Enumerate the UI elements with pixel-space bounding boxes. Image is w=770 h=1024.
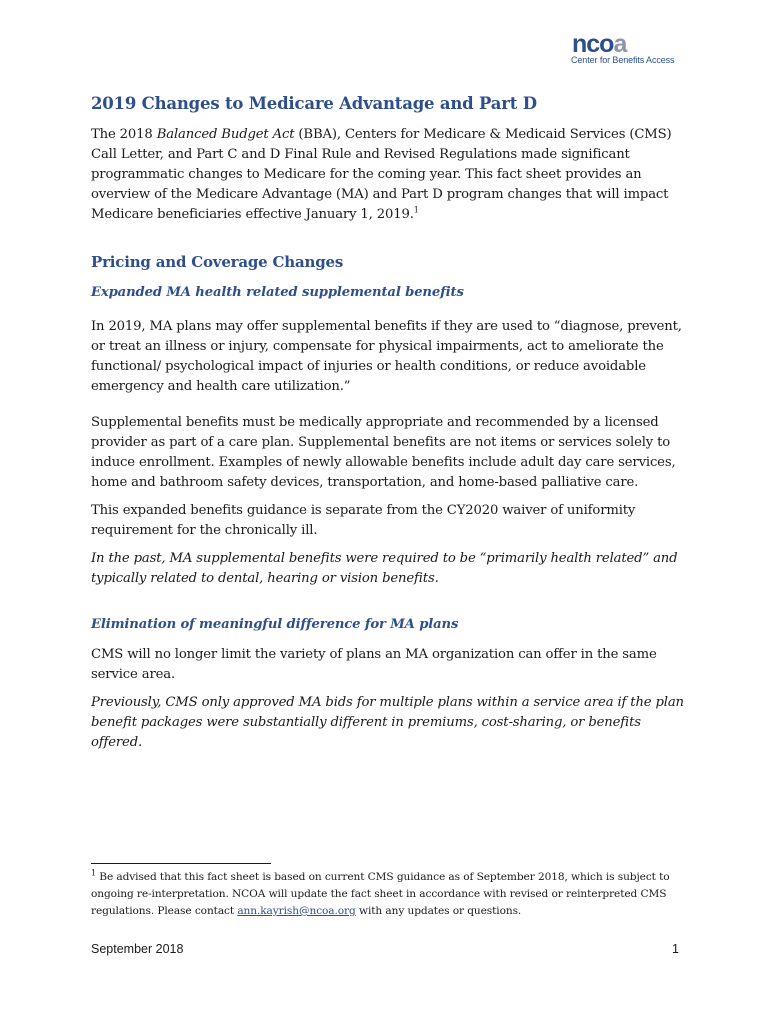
page-number: 1 xyxy=(672,942,679,956)
contact-email-link[interactable]: ann.kayrish@ncoa.org xyxy=(237,905,356,917)
section-heading-pricing: Pricing and Coverage Changes xyxy=(91,253,344,271)
supplemental-paragraph-4: In the past, MA supplemental benefits were required to be “primarily health related” and typically related to dental, hearing or vision benefits. xyxy=(91,551,678,586)
supplemental-paragraph-2: Supplemental benefits must be medically appropriate and recommended by a licensed provider as part of a care plan. Supplemental benefits are not items or services solely to induce enrollment. Examples of newly allowable benefits include adult day care services, home and bathroom safety devices, transportation, and home-based palliative care. xyxy=(91,415,676,490)
footnote-marker: 1 xyxy=(91,868,96,878)
footnote-text: Be advised that this fact sheet is based on current CMS guidance as of September 2018, which is subject to ongoing re-interpretation. NCOA will update the fact sheet in accordance with revised or reinterpreted CMS regulations. Please contact xyxy=(91,871,670,917)
footnote-divider xyxy=(91,863,271,864)
logo-subtitle: Center for Benefits Access xyxy=(571,55,675,65)
ncoa-logo xyxy=(570,30,700,70)
intro-act-name: Balanced Budget Act xyxy=(156,127,295,142)
logo-word-accent: a xyxy=(613,30,627,58)
logo-wordmark xyxy=(572,30,626,58)
meaningful-difference-paragraph-1: CMS will no longer limit the variety of plans an MA organization can offer in the same service area. xyxy=(91,647,657,682)
footnote-text-end: with any updates or questions. xyxy=(355,905,522,917)
page-title: 2019 Changes to Medicare Advantage and Part D xyxy=(91,94,537,113)
section-spacer xyxy=(91,589,691,615)
intro-paragraph xyxy=(91,125,691,225)
subsection-heading-meaningful-difference: Elimination of meaningful difference for MA plans xyxy=(91,617,459,632)
intro-text-start: The 2018 xyxy=(91,127,157,142)
logo-word-main: nco xyxy=(572,30,614,58)
meaningful-difference-paragraph-2: Previously, CMS only approved MA bids for multiple plans within a service area if the plan benefit packages were substantially different in premiums, cost-sharing, or benefits offered. xyxy=(91,695,684,750)
footnote-reference[interactable]: 1 xyxy=(413,205,419,215)
footnote xyxy=(91,869,691,920)
footer-date: September 2018 xyxy=(91,942,184,956)
subsection-heading-supplemental: Expanded MA health related supplemental benefits xyxy=(91,285,464,300)
intro-text-rest: (BBA), Centers for Medicare & Medicaid Services (CMS) Call Letter, and Part C and D Final Rule and Revised Regulations made significant programmatic changes to Medicare for the coming year. This fact sheet provides an overview of the Medicare Advantage (MA) and Part D program changes that will impact Medicare beneficiaries effective January 1, 2019. xyxy=(91,127,672,222)
supplemental-paragraph-1: In 2019, MA plans may offer supplemental benefits if they are used to “diagnose, prevent, or treat an illness or injury, compensate for physical impairments, act to ameliorate the functional/ psychological impact of injuries or health conditions, or reduce avoidable emergency and health care utilization.” xyxy=(91,319,682,394)
supplemental-paragraph-3: This expanded benefits guidance is separate from the CY2020 waiver of uniformity requirement for the chronically ill. xyxy=(91,503,636,538)
document-body xyxy=(91,93,691,753)
